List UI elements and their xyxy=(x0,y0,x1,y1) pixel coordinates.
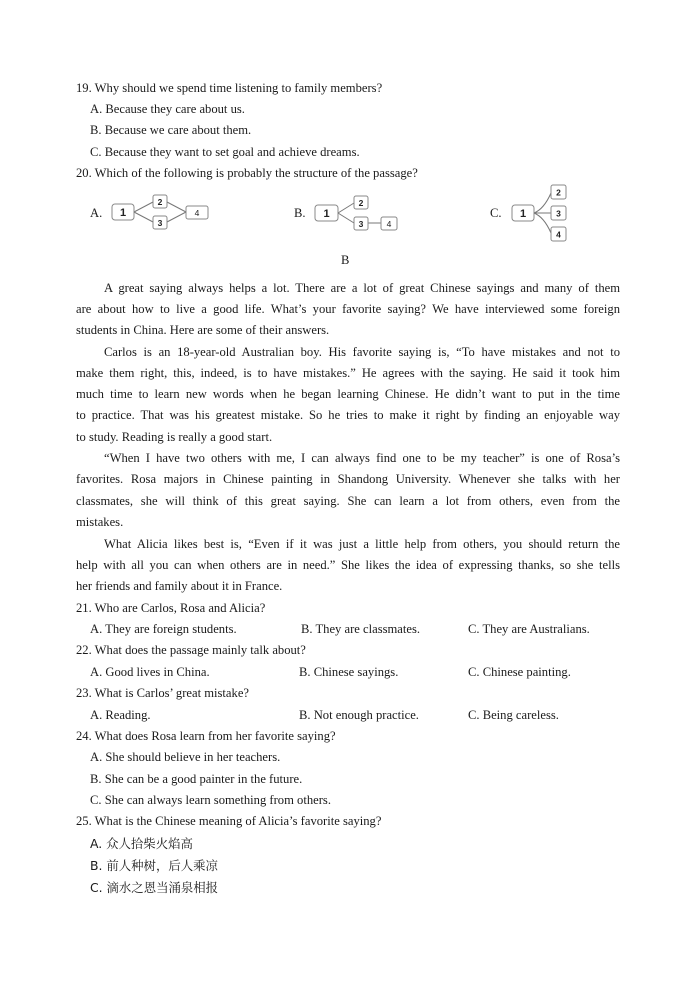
q24-option-c[interactable]: C. She can always learn something from others. xyxy=(90,793,331,807)
passage-line-2: are about how to live a good life. What’s your favorite saying? We have interviewed some foreign xyxy=(76,302,620,316)
q19-option-b[interactable]: B. Because we care about them. xyxy=(90,123,252,137)
question-22: 22. What does the passage mainly talk about? xyxy=(76,643,306,657)
passage-line-7: to practice. That was his greatest mistake. So he tries to make it right by finding an enjoyable way xyxy=(76,408,620,422)
q20-option-a-label[interactable]: A. xyxy=(90,206,103,220)
passage-line-9: “When I have two others with me, I can always find one to be my teacher” is one of Rosa’s xyxy=(104,451,620,465)
structure-diagram-c[interactable] xyxy=(508,183,570,243)
q20-option-c-label[interactable]: C. xyxy=(490,206,502,220)
diagram-c-node-3 xyxy=(551,206,566,220)
question-19: 19. Why should we spend time listening to family members? xyxy=(76,81,383,95)
diagram-c-node-2 xyxy=(551,185,566,199)
svg-text:1: 1 xyxy=(119,207,127,219)
q24-option-a[interactable]: A. She should believe in her teachers. xyxy=(90,750,281,764)
diagram-b-node-2 xyxy=(354,196,368,209)
svg-text:4: 4 xyxy=(386,219,392,229)
svg-text:3: 3 xyxy=(157,218,163,228)
passage-line-8: to study. Reading is really a good start. xyxy=(76,430,273,444)
q25-option-a[interactable]: A. 众人拾柴火焰高 xyxy=(90,836,193,851)
passage-line-12: mistakes. xyxy=(76,515,124,529)
q21-option-b[interactable]: B. They are classmates. xyxy=(301,622,421,636)
structure-diagram-a[interactable] xyxy=(108,192,213,232)
q22-option-c[interactable]: C. Chinese painting. xyxy=(468,665,571,679)
svg-text:4: 4 xyxy=(556,229,561,240)
svg-text:2: 2 xyxy=(358,198,364,208)
passage-line-15: her friends and family about it in France. xyxy=(76,579,283,593)
passage-line-6: much time to learn new words when he began learning Chinese. He didn’t want to put in the time xyxy=(76,387,620,401)
passage-line-4: Carlos is an 18-year-old Australian boy. His favorite saying is, “To have mistakes and not to xyxy=(104,345,620,359)
q23-option-a[interactable]: A. Reading. xyxy=(90,708,151,722)
passage-line-5: make them right, this, indeed, is to have mistakes.” He agrees with the saying. He said it took him xyxy=(76,366,620,380)
diagram-b-node-1 xyxy=(315,205,338,221)
passage-line-1: A great saying always helps a lot. There are a lot of great Chinese sayings and many of them xyxy=(104,281,620,295)
q20-option-b-label[interactable]: B. xyxy=(294,206,306,220)
q25-option-b[interactable]: B. 前人种树，后人乘凉 xyxy=(90,858,218,873)
q25-option-c[interactable]: C. 滴水之恩当涌泉相报 xyxy=(90,880,219,895)
question-24: 24. What does Rosa learn from her favorite saying? xyxy=(76,729,336,743)
question-20: 20. Which of the following is probably the structure of the passage? xyxy=(76,166,418,180)
q24-option-b[interactable]: B. She can be a good painter in the future. xyxy=(90,772,303,786)
diagram-a-node-1 xyxy=(112,204,134,220)
diagram-c-node-1 xyxy=(512,205,534,221)
diagram-b-node-3 xyxy=(354,217,368,230)
svg-text:1: 1 xyxy=(519,208,527,220)
section-b-heading: B xyxy=(341,253,350,267)
q19-option-a[interactable]: A. Because they care about us. xyxy=(90,102,245,116)
diagram-c-node-4 xyxy=(551,227,566,241)
svg-text:1: 1 xyxy=(323,208,330,220)
q22-option-a[interactable]: A. Good lives in China. xyxy=(90,665,210,679)
diagram-a-node-2 xyxy=(153,195,167,208)
question-25: 25. What is the Chinese meaning of Alicia’s favorite saying? xyxy=(76,814,382,828)
structure-diagram-b[interactable] xyxy=(311,192,403,232)
passage-line-13: What Alicia likes best is, “Even if it was just a little help from others, you should return the xyxy=(104,537,620,551)
passage-line-10: favorites. Rosa majors in Chinese painting in Shandong University. Whenever she talks with her xyxy=(76,472,620,486)
question-23: 23. What is Carlos’ great mistake? xyxy=(76,686,249,700)
diagram-a-node-3 xyxy=(153,216,167,229)
svg-text:3: 3 xyxy=(556,208,561,219)
svg-text:2: 2 xyxy=(157,197,163,207)
q21-option-a[interactable]: A. They are foreign students. xyxy=(90,622,237,636)
question-21: 21. Who are Carlos, Rosa and Alicia? xyxy=(76,601,266,615)
passage-line-3: students in China. Here are some of their answers. xyxy=(76,323,330,337)
diagram-b-node-4 xyxy=(381,217,397,230)
passage-line-11: classmates, she will think of this great saying. She can learn a lot from others, even from the xyxy=(76,494,620,508)
q22-option-b[interactable]: B. Chinese sayings. xyxy=(299,665,399,679)
passage-line-14: help with all you can when others are in need.” She likes the idea of expressing thanks, so she tells xyxy=(76,558,620,572)
q23-option-c[interactable]: C. Being careless. xyxy=(468,708,559,722)
q21-option-c[interactable]: C. They are Australians. xyxy=(468,622,590,636)
svg-text:2: 2 xyxy=(556,187,561,198)
q23-option-b[interactable]: B. Not enough practice. xyxy=(299,708,419,722)
svg-text:3: 3 xyxy=(358,219,364,229)
diagram-a-node-4 xyxy=(186,206,208,219)
q19-option-c[interactable]: C. Because they want to set goal and achieve dreams. xyxy=(90,145,360,159)
svg-text:4: 4 xyxy=(194,208,200,218)
